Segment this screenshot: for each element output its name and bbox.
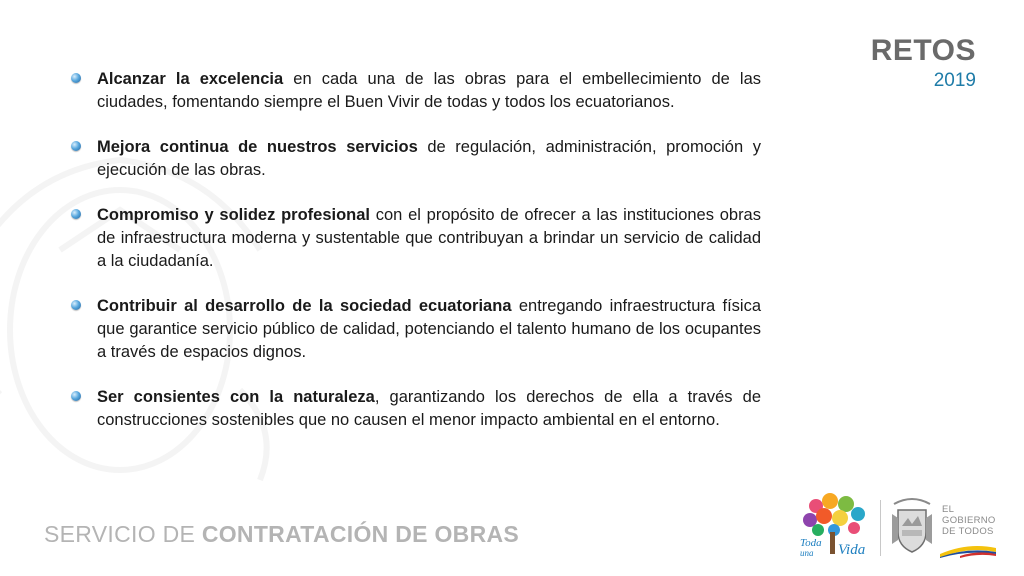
government-text: [942, 504, 996, 537]
bullet-bold-lead: Ser consientes con la naturaleza: [97, 388, 375, 406]
tree-logo-icon: [796, 492, 872, 564]
bullet-text: [97, 386, 761, 432]
list-item: [97, 295, 761, 364]
bullet-bold-lead: Contribuir al desarrollo de la sociedad ecuatoriana: [97, 297, 512, 315]
list-item: [97, 136, 761, 182]
bullet-bold-lead: Alcanzar la excelencia: [97, 70, 284, 88]
bullet-bold-lead: Compromiso y solidez profesional: [97, 206, 370, 224]
coat-of-arms-icon: [888, 496, 936, 558]
bullet-text: [97, 136, 761, 182]
flag-stripe-icon: [940, 544, 996, 558]
list-item: [97, 68, 761, 114]
bullet-dot-icon: [71, 300, 81, 310]
page-title: RETOS: [870, 34, 976, 67]
bullet-text: [97, 204, 761, 273]
bullet-body: en cada una de las obras para el embellecimiento de las ciudades, fomentando siempre el Buen Vivir de todas y todos los ecuatorianos.: [97, 70, 761, 111]
tree-logo-text-3: Vida: [838, 542, 866, 558]
bullet-dot-icon: [71, 209, 81, 219]
bullet-dot-icon: [71, 73, 81, 83]
bullet-bold-lead: Mejora continua de nuestros servicios: [97, 138, 418, 156]
bullet-body: con el propósito de ofrecer a las instituciones obras de infraestructura moderna y sustentable que contribuyan a brindar un servicio de calidad a la ciudadanía.: [97, 206, 761, 270]
logo-divider: [880, 500, 881, 556]
title-block: [871, 34, 976, 92]
bullet-dot-icon: [71, 141, 81, 151]
bullet-text: [97, 68, 761, 114]
page-year: 2019: [933, 70, 976, 91]
gov-text-line-1: EL: [942, 504, 955, 515]
footer-institution-name: [44, 521, 519, 548]
bullet-list: [97, 68, 761, 454]
list-item: [97, 386, 761, 432]
bullet-body: de regulación, administración, promoción y ejecución de las obras.: [97, 138, 761, 179]
gov-text-line-3: DE TODOS: [942, 526, 994, 537]
bullet-text: [97, 295, 761, 364]
bullet-dot-icon: [71, 391, 81, 401]
gov-text-line-2: GOBIERNO: [942, 515, 996, 526]
bullet-body: , garantizando los derechos de ella a través de construcciones sostenibles que no causen el menor impacto ambiental en el entorno.: [97, 388, 761, 429]
footer-label-thin: SERVICIO DE: [44, 521, 202, 547]
tree-logo-text-1: Toda: [800, 537, 822, 549]
list-item: [97, 204, 761, 273]
tree-logo-text-2: una: [800, 548, 814, 558]
footer-label-bold: CONTRATACIÓN DE OBRAS: [201, 521, 520, 547]
bullet-body: entregando infraestructura física que garantice servicio público de calidad, potenciando el talento humano de los ocupantes a través de espacios dignos.: [97, 297, 761, 361]
